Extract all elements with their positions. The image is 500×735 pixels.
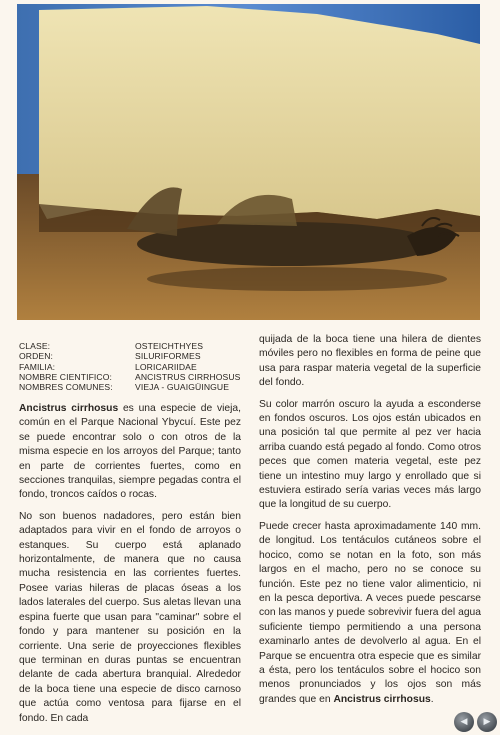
paragraph-body (259, 520, 481, 707)
taxonomy-label: FAMILIA: (19, 361, 56, 372)
paragraph-body: No son buenos nadadores, pero están bien adaptados para vivir en el fondo de arroyos o estanques. Su cuerpo está aplanado horizontalmente, de manera que no causa mucha resistencia en las corrientes fuertes. Posee varias hileras de placas óseas a los lados laterales del cuerpo. Sus aletas llevan una espina fuerte que usan para "caminar" sobre el fondo y para mantener su posición en la corriente. Una serie de proyecciones flexibles que terminan en duras puntas se encuentran delante de cada abertura branquial. Alrededor de la boca tiene una especie de disco carnoso que actúa como ventosa para fijarse en el fondo. En cada (19, 510, 241, 724)
taxonomy-row (19, 382, 259, 392)
taxonomy-label: ORDEN: (19, 351, 54, 362)
taxonomy-value: SILURIFORMES (135, 351, 201, 362)
taxonomy-row (19, 351, 259, 361)
previous-page-button[interactable] (454, 712, 474, 732)
paragraph-intro (19, 402, 241, 503)
taxonomy-row (19, 372, 259, 382)
taxonomy-table (19, 341, 259, 392)
left-text-column (19, 402, 241, 733)
paragraph-text: es una especie de vieja, común en el Parque Nacional Ybycuí. Este pez se puede encontrar solo o con otros de la misma especie en los arroyos del Parque; tanto en parte de corrientes fuertes, como en secciones tranquilas, siempre pegadas contra el fondo, troncos caídos o rocas. (19, 403, 242, 501)
right-text-column (259, 333, 481, 714)
species-name: Ancistrus cirrhosus (333, 693, 431, 705)
taxonomy-label: NOMBRES COMUNES: (19, 382, 113, 393)
taxonomy-value: VIEJA - GUAIGÜINGUE (135, 382, 230, 393)
right-arrow-icon: ▶ (483, 716, 491, 726)
paragraph-end: . (430, 693, 434, 705)
taxonomy-label: CLASE: (19, 341, 51, 351)
taxonomy-value: LORICARIIDAE (135, 361, 197, 372)
next-page-button[interactable] (477, 712, 497, 732)
left-arrow-icon: ◀ (460, 716, 468, 726)
paragraph-body: quijada de la boca tiene una hilera de dientes móviles pero no flexibles en forma de peine que usa para raspar materia vegetal de la superficie del fondo. (259, 334, 481, 389)
species-name: Ancistrus cirrhosus (19, 403, 119, 414)
fish-photo (17, 4, 480, 320)
paragraph-text: Puede crecer hasta aproximadamente 140 mm. de longitud. Los tentáculos cutáneos sobre el hocico, como se notan en la foto, son más largos en el macho, pero no se conoce su función. Este pez no tiene valor alimenticio, ni en la pesca deportiva. A veces puede pescarse con las manos y puede sobrevivir fuera del agua suficiente tiempo permitiendo a una persona examinarlo antes de devolverlo al agua. En el Parque se encuentra otra especie que es similar a ésta, pero los tentáculos sobre el hocico son menos pronunciados y los ojos son más grandes que en (259, 520, 481, 705)
taxonomy-row (19, 362, 259, 372)
taxonomy-row (19, 341, 259, 351)
taxonomy-value: ANCISTRUS CIRRHOSUS (135, 371, 241, 382)
taxonomy-value: OSTEICHTHYES (135, 341, 204, 351)
taxonomy-label: NOMBRE CIENTIFICO: (19, 371, 112, 382)
paragraph-body: Su color marrón oscuro la ayuda a esconderse en fondos oscuros. Los ojos están ubicados en una posición tal que permite al pez ver hacia arriba cuando está pegado al fondo. Como otros peces que comen materia vegetal, este pez tiene un intestino muy largo y enrollado que si estuviera estirado sería varias veces más largo que la longitud de su cuerpo. (259, 398, 481, 511)
